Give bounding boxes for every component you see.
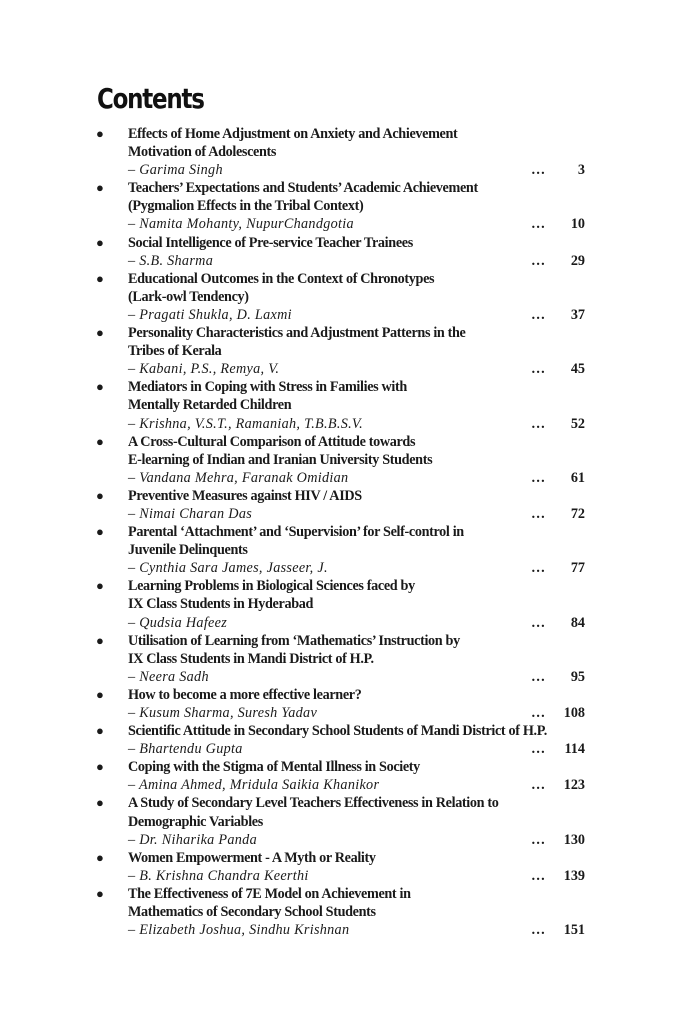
entry-title: A Study of Secondary Level Teachers Effectiveness in Relation to [128, 795, 499, 812]
entry-title: (Lark-owl Tendency) [128, 288, 249, 305]
toc-entry[interactable] [0, 324, 684, 378]
entry-author: – Vandana Mehra, Faranak Omidian [128, 469, 349, 486]
bullet-icon: ● [96, 524, 104, 540]
toc-entry[interactable] [0, 125, 684, 179]
entry-author: – S.B. Sharma [128, 252, 214, 269]
leader-dots: … [531, 252, 547, 269]
entry-page-number: 37 [570, 306, 585, 323]
leader-dots: … [531, 831, 547, 848]
leader-dots: … [531, 705, 547, 721]
toc-entry[interactable] [0, 686, 684, 722]
toc-entry[interactable] [0, 433, 684, 487]
leader-dots: … [531, 922, 547, 939]
entry-title: (Pygmalion Effects in the Tribal Context) [128, 198, 364, 215]
entry-title: Educational Outcomes in the Context of Chronotypes [128, 270, 435, 287]
bullet-icon: ● [96, 433, 104, 449]
entry-author: – Pragati Shukla, D. Laxmi [128, 306, 292, 323]
entry-title: Coping with the Stigma of Mental Illness in Society [128, 759, 420, 776]
toc-entry[interactable] [0, 523, 684, 577]
entry-title: Demographic Variables [128, 813, 263, 830]
entry-title: Juvenile Delinquents [128, 542, 248, 559]
entry-page-number: 72 [570, 505, 585, 522]
entry-page-number: 108 [563, 705, 585, 721]
entry-title: The Effectiveness of 7E Model on Achievement in [128, 885, 411, 902]
page-title: Contents [97, 82, 204, 115]
leader-dots: … [531, 614, 547, 631]
entry-title: Personality Characteristics and Adjustment Patterns in the [128, 325, 466, 342]
leader-dots: … [531, 469, 547, 486]
entry-author: – Namita Mohanty, NupurChandgotia [128, 216, 354, 233]
bullet-icon: ● [96, 795, 104, 811]
entry-page-number: 77 [570, 560, 585, 577]
entry-title: Motivation of Adolescents [128, 144, 277, 161]
bullet-icon: ● [96, 686, 104, 702]
bullet-icon: ● [96, 578, 104, 594]
leader-dots: … [531, 741, 547, 758]
bullet-icon: ● [96, 885, 104, 901]
toc-entry[interactable] [0, 632, 684, 686]
entry-page-number: 10 [570, 216, 585, 233]
leader-dots: … [531, 867, 547, 884]
bullet-icon: ● [96, 487, 104, 503]
toc-entry[interactable] [0, 234, 684, 270]
bullet-icon: ● [96, 723, 104, 739]
entry-title: Mathematics of Secondary School Students [128, 904, 376, 921]
toc-entry[interactable] [0, 849, 684, 885]
entry-page-number: 3 [577, 162, 585, 179]
toc-entry[interactable] [0, 722, 684, 758]
entry-page-number: 52 [570, 415, 585, 432]
entry-page-number: 61 [570, 469, 585, 486]
leader-dots: … [531, 777, 547, 794]
leader-dots: … [531, 560, 547, 577]
toc-entry[interactable] [0, 378, 684, 432]
bullet-icon: ● [96, 325, 104, 341]
entry-title: Mentally Retarded Children [128, 397, 292, 414]
entry-page-number: 45 [570, 361, 585, 378]
entry-title: Learning Problems in Biological Sciences faced by [128, 578, 415, 595]
leader-dots: … [531, 162, 547, 179]
toc-entry[interactable] [0, 577, 684, 631]
entry-title: Tribes of Kerala [128, 343, 222, 360]
entry-page-number: 130 [563, 831, 585, 848]
entry-author: – Elizabeth Joshua, Sindhu Krishnan [128, 922, 350, 939]
toc-entry[interactable] [0, 885, 684, 939]
entry-title: Effects of Home Adjustment on Anxiety and Achievement [128, 126, 458, 142]
bullet-icon: ● [96, 180, 104, 196]
bullet-icon: ● [96, 126, 104, 141]
bullet-icon: ● [96, 234, 104, 250]
entry-title: A Cross-Cultural Comparison of Attitude towards [128, 433, 416, 450]
entry-title: Teachers’ Expectations and Students’ Academic Achievement [128, 180, 478, 197]
toc-entry[interactable] [0, 270, 684, 324]
entry-author: – Bhartendu Gupta [128, 741, 243, 758]
entry-author: – Kabani, P.S., Remya, V. [128, 361, 280, 378]
entry-title: Mediators in Coping with Stress in Families with [128, 379, 407, 396]
entry-author: – Dr. Niharika Panda [128, 831, 257, 848]
entry-title: Scientific Attitude in Secondary School Students of Mandi District of H.P. [128, 723, 547, 740]
entry-title: How to become a more effective learner? [128, 686, 362, 703]
entry-author: – Amina Ahmed, Mridula Saikia Khanikor [128, 777, 380, 794]
entry-page-number: 139 [563, 867, 585, 884]
bullet-icon: ● [96, 632, 104, 648]
toc-entry[interactable] [0, 794, 684, 848]
leader-dots: … [531, 216, 547, 233]
entry-author: – Nimai Charan Das [128, 505, 253, 522]
table-of-contents [0, 125, 684, 939]
bullet-icon: ● [96, 379, 104, 395]
entry-page-number: 95 [570, 668, 585, 685]
entry-title: Women Empowerment - A Myth or Reality [128, 849, 376, 866]
leader-dots: … [531, 505, 547, 522]
bullet-icon: ● [96, 270, 104, 286]
entry-author: – Qudsia Hafeez [128, 614, 228, 631]
entry-author: – Krishna, V.S.T., Ramaniah, T.B.B.S.V. [128, 415, 363, 432]
entry-author: – Cynthia Sara James, Jasseer, J. [128, 560, 328, 577]
entry-title: IX Class Students in Hyderabad [128, 596, 314, 613]
entry-page-number: 151 [563, 922, 585, 939]
entry-author: – Neera Sadh [128, 668, 209, 685]
entry-page-number: 84 [570, 614, 585, 631]
bullet-icon: ● [96, 849, 104, 865]
entry-title: IX Class Students in Mandi District of H.P. [128, 650, 374, 667]
entry-title: Social Intelligence of Pre-service Teacher Trainees [128, 234, 413, 251]
entry-page-number: 114 [564, 741, 585, 758]
leader-dots: … [531, 415, 547, 432]
leader-dots: … [531, 668, 547, 685]
entry-author: – Kusum Sharma, Suresh Yadav [128, 705, 318, 721]
toc-entry[interactable] [0, 487, 684, 523]
toc-entry[interactable] [0, 179, 684, 233]
entry-page-number: 29 [570, 252, 585, 269]
entry-author: – B. Krishna Chandra Keerthi [128, 867, 309, 884]
toc-entry[interactable] [0, 758, 684, 794]
leader-dots: … [531, 306, 547, 323]
entry-title: Utilisation of Learning from ‘Mathematics’ Instruction by [128, 632, 460, 649]
bullet-icon: ● [96, 759, 104, 775]
entry-author: – Garima Singh [128, 162, 223, 179]
entry-title: E-learning of Indian and Iranian University Students [128, 451, 433, 468]
entry-page-number: 123 [563, 777, 585, 794]
entry-title: Parental ‘Attachment’ and ‘Supervision’ for Self-control in [128, 524, 464, 541]
leader-dots: … [531, 361, 547, 378]
entry-title: Preventive Measures against HIV / AIDS [128, 487, 362, 504]
